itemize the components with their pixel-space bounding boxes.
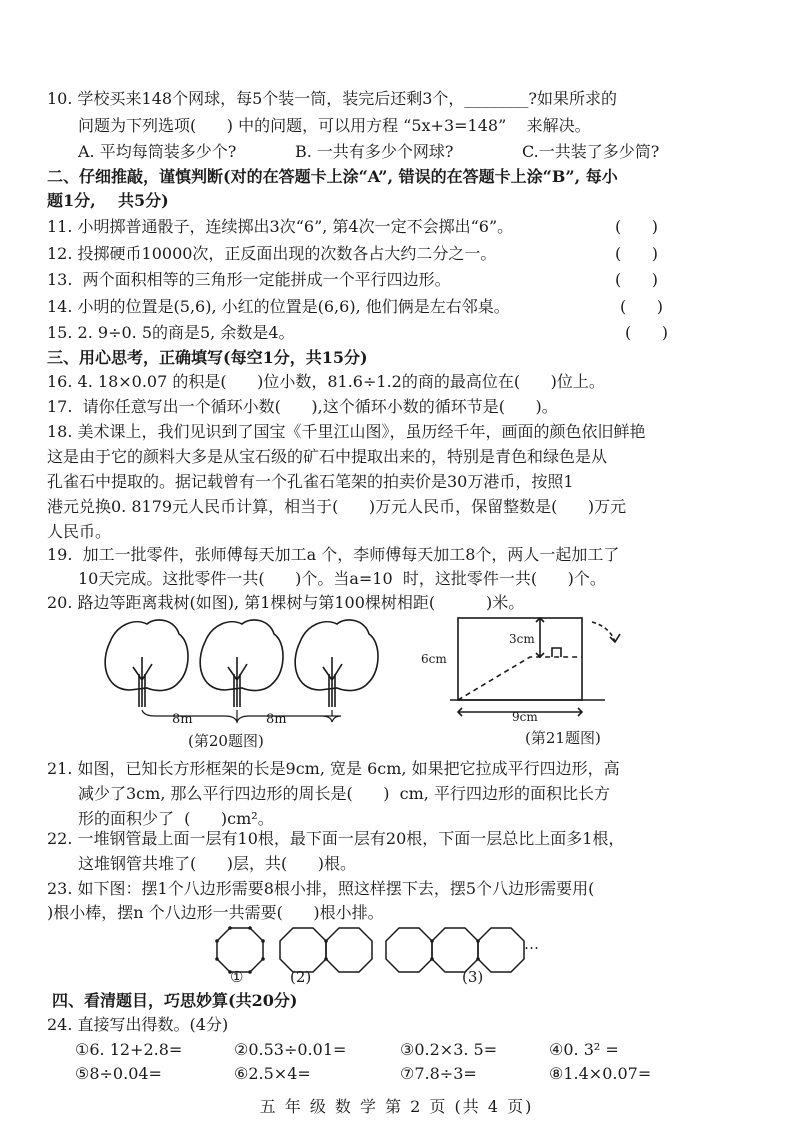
q16: 16. 4. 18×0.07 的积是( )位小数，81.6÷1.2的商的最高位在( )位上。 [47,372,605,391]
q18-line4: 港元兑换0. 8179元人民币计算，相当于( )万元人民币，保留整数是( )万元 [47,497,627,516]
q13-text: 13. 两个面积相等的三角形一定能拼成一个平行四边形。 [47,270,451,289]
fig20-label-2: 8m [266,712,287,727]
fig23-ellipsis: … [524,935,539,953]
q10-line1: 10. 学校买来148个网球，每5个装一筒，装完后还剩3个，________?如果所求的 [47,89,618,108]
q24-item-3: ③0.2×3. 5= [400,1040,498,1059]
tree-icon [105,620,188,707]
fig23-label-1: ① [230,968,244,986]
q24-item-1: ①6. 12+2.8= [75,1040,183,1059]
q23-line1: 23. 如下图：摆1个八边形需要8根小排，照这样摆下去，摆5个八边形需要用( [47,879,595,898]
fig21-inner-label: 3cm [509,632,535,646]
octagon-3a [386,928,432,972]
q12-text: 12. 投掷硬币10000次，正反面出现的次数各占大约二分之一。 [47,244,497,263]
q24-item-4: ④0. 3² = [549,1040,619,1059]
q18-line3: 孔雀石中提取的。据记载曾有一个孔雀石笔架的拍卖价是30万港币，按照1 [47,472,574,491]
fig23-label-2: (2) [290,968,312,986]
fig20-caption: (第20题图) [188,732,264,750]
q10-line2: 问题为下列选项( ) 中的问题，可以用方程 “5x+3=148” 来解决。 [78,116,591,135]
q24-item-8: ⑧1.4×0.07= [549,1064,652,1083]
q15-blank: ( ) [625,323,668,342]
q17: 17. 请你任意写出一个循环小数( ),这个循环小数的循环节是( )。 [47,397,558,416]
q15-text: 15. 2. 9÷0. 5的商是5, 余数是4。 [47,323,295,342]
section2-heading-line2: 题1分, 共5分) [47,191,169,210]
q18-line5: 人民币。 [47,522,112,541]
q24-item-2: ②0.53÷0.01= [234,1040,347,1059]
q21-line1: 21. 如图，已知长方形框架的长是9cm, 宽是 6cm, 如果把它拉成平行四边形，高 [47,759,620,778]
tree-icon [295,620,378,707]
q18-line1: 18. 美术课上，我们见识到了国宝《千里江山图》，虽历经千年，画面的颜色依旧鲜艳 [47,422,646,441]
octagon-3c [478,928,524,972]
fig21-height-label: 6cm [421,652,447,666]
section4-heading: 四、看清题目，巧思妙算(共20分) [52,991,298,1010]
fig21-caption: (第21题图) [525,729,601,747]
octagon-2b [326,928,372,972]
section2-heading-line1: 二、仔细推敲，谨慎判断(对的在答题卡上涂“A”, 错误的在答题卡上涂“B”, 每小 [47,167,618,186]
q10-option-c: C.一共装了多少筒? [522,142,660,161]
fig23-octagons-diagram [215,925,545,975]
q14-text: 14. 小明的位置是(5,6), 小红的位置是(6,6), 他们俩是左右邻桌。 [47,297,510,316]
q10-option-a: A. 平均每筒装多少个? [78,142,237,161]
q18-line2: 这是由于它的颜料大多是从宝石级的矿石中提取出来的，特别是青色和绿色是从 [47,447,608,466]
q22-line2: 这堆钢管共堆了( )层，共( )根。 [78,854,357,873]
q14-blank: ( ) [620,297,663,316]
fig20-label-1: 8m [172,712,193,727]
octagon-3b [432,928,478,972]
octagon-2a [280,928,326,972]
fig20-trees-diagram [95,612,415,737]
q12-blank: ( ) [615,244,658,263]
tree-icon [200,620,283,707]
section3-heading: 三、用心思考，正确填写(每空1分，共15分) [47,348,368,367]
q11-text: 11. 小明掷普通骰子，连续掷出3次“6”, 第4次一定不会掷出“6”。 [47,217,514,236]
q22-line1: 22. 一堆钢管最上面一层有10根，最下面一层有20根，下面一层总比上面多1根， [47,829,625,848]
page-footer: 五 年 级 数 学 第 2 页 (共 4 页) [259,1097,534,1116]
q11-blank: ( ) [615,217,658,236]
fig23-label-3: (3) [462,968,484,986]
q10-option-b: B. 一共有多少个网球? [295,142,454,161]
q24-title: 24. 直接写出得数。(4分) [47,1015,229,1034]
q23-line2: )根小棒，摆n 个八边形一共需要( )根小排。 [47,903,384,922]
q19-line1: 19. 加工一批零件，张师傅每天加工a 个，李师傅每天加工8个，两人一起加工了 [47,545,620,564]
q24-item-6: ⑥2.5×4= [234,1064,311,1083]
fig21-width-label: 9cm [512,710,538,724]
q20: 20. 路边等距离栽树(如图), 第1棵树与第100棵树相距( )米。 [47,593,525,612]
octagon-1 [217,928,263,972]
q21-line2: 减少了3cm, 那么平行四边形的周长是( ) cm, 平行四边形的面积比长方 [78,784,610,803]
q19-line2: 10天完成。这批零件一共( )个。当a=10 时，这批零件一共( )个。 [78,569,606,588]
q24-item-5: ⑤8÷0.04= [75,1064,162,1083]
q24-item-7: ⑦7.8÷3= [400,1064,477,1083]
q21-line3: 形的面积少了 ( )cm²。 [78,809,274,828]
q13-blank: ( ) [615,270,658,289]
